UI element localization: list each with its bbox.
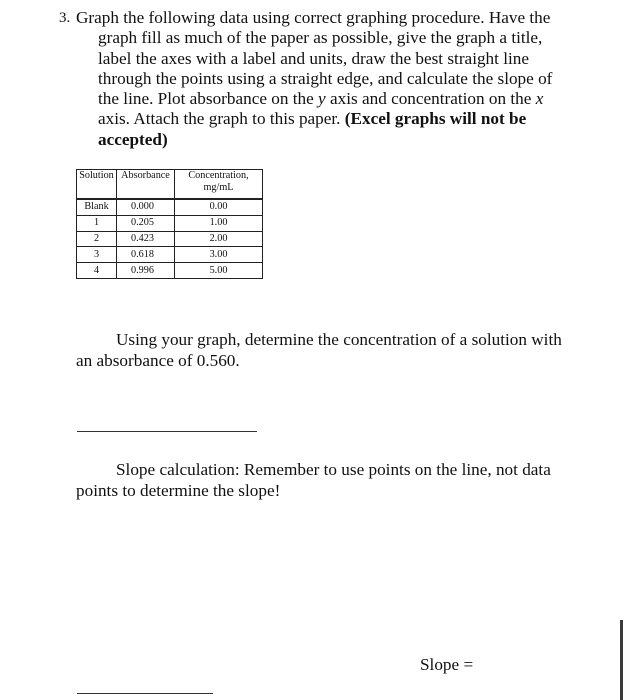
cell-absorbance: 0.618 [117,247,175,263]
question-lead: Graph the following data using correct graphing procedure. Have the graph fill as much of the paper as possible, give the graph a title, label the axes with a label and units, draw the best straight line through the points using a straight edge, and calculate the slope of the line. Plot absorbance on the [76,8,553,109]
x-variable: x [535,89,544,109]
table-row [77,263,263,279]
table-row [77,247,263,263]
concentration-answer-line[interactable] [77,431,257,432]
question-tail: axis. Attach the graph to this paper. [98,109,341,129]
cell-concentration: 3.00 [175,247,263,263]
slope-prompt-text: Slope calculation: Remember to use points on the line, not data points to determine the slope! [76,460,551,500]
data-table [76,169,263,279]
table-row [77,231,263,247]
cell-solution: 3 [77,247,117,263]
question-text [76,8,576,150]
excel-note: (Excel graphs will not be accepted) [98,109,527,149]
cell-absorbance: 0.423 [117,231,175,247]
table-header-row [77,170,263,200]
cell-solution: 2 [77,231,117,247]
cell-concentration: 1.00 [175,215,263,231]
concentration-prompt [76,330,576,371]
y-variable: y [318,89,326,109]
cell-concentration: 0.00 [175,199,263,215]
cell-solution: 1 [77,215,117,231]
slope-prompt [76,460,576,501]
cell-solution: Blank [77,199,117,215]
question-axis-1: axis and concentration on the [329,89,532,109]
slope-answer-line[interactable] [77,693,213,694]
header-concentration: Concentration, mg/mL [175,170,263,200]
cell-concentration: 5.00 [175,263,263,279]
slope-label: Slope = [420,655,474,674]
cell-absorbance: 0.000 [117,199,175,215]
cell-absorbance: 0.996 [117,263,175,279]
cell-concentration: 2.00 [175,231,263,247]
question-3 [59,8,576,150]
concentration-prompt-text: Using your graph, determine the concentration of a solution with an absorbance of 0.560. [76,330,562,370]
table-row [77,215,263,231]
header-solution: Solution [77,170,117,200]
question-number: 3. [59,10,71,26]
table-row [77,199,263,215]
cell-absorbance: 0.205 [117,215,175,231]
page-edge-bar [620,620,623,700]
header-absorbance: Absorbance [117,170,175,200]
cell-solution: 4 [77,263,117,279]
